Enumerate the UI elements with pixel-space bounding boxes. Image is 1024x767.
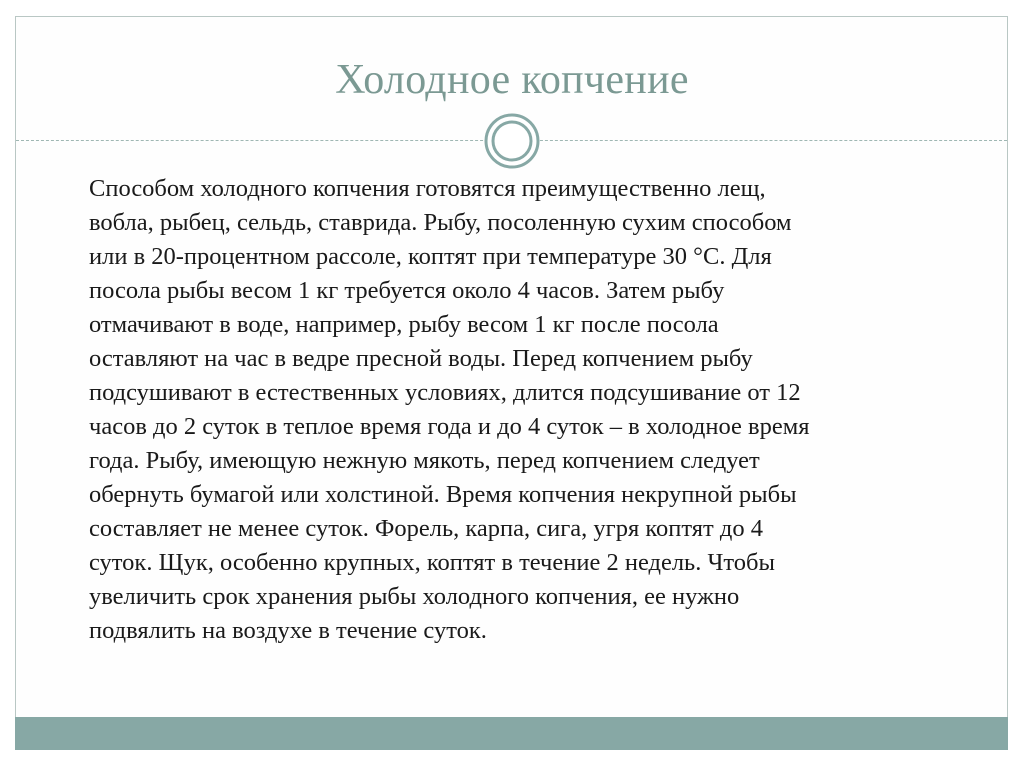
body-line: Способом холодного копчения готовятся преимущественно лещ, [89, 175, 766, 202]
body-line: составляет не менее суток. Форель, карпа, сига, угря коптят до 4 [89, 515, 763, 542]
double-ring-icon [484, 113, 540, 169]
body-line: увеличить срок хранения рыбы холодного копчения, ее нужно [89, 583, 740, 610]
footer-bar [15, 717, 1008, 750]
body-line: посола рыбы весом 1 кг требуется около 4 часов. Затем рыбу [89, 277, 725, 304]
body-line: года. Рыбу, имеющую нежную мякоть, перед копчением следует [89, 447, 760, 474]
body-line: или в 20-процентном рассоле, коптят при температуре 30 °С. Для [89, 243, 772, 270]
body-line: подсушивают в естественных условиях, длится подсушивание от 12 [89, 379, 801, 406]
slide-title: Холодное копчение [335, 57, 689, 103]
body-line: оставляют на час в ведре пресной воды. Перед копчением рыбу [89, 345, 753, 372]
body-line: суток. Щук, особенно крупных, коптят в течение 2 недель. Чтобы [89, 549, 775, 576]
body-line: вобла, рыбец, сельдь, ставрида. Рыбу, посоленную сухим способом [89, 209, 792, 236]
body-text [89, 172, 939, 648]
body-line: подвялить на воздухе в течение суток. [89, 617, 487, 644]
body-line: отмачивают в воде, например, рыбу весом 1 кг после посола [89, 311, 719, 338]
body-line: часов до 2 суток в теплое время года и до 4 суток – в холодное время [89, 413, 810, 440]
body-line: обернуть бумагой или холстиной. Время копчения некрупной рыбы [89, 481, 797, 508]
